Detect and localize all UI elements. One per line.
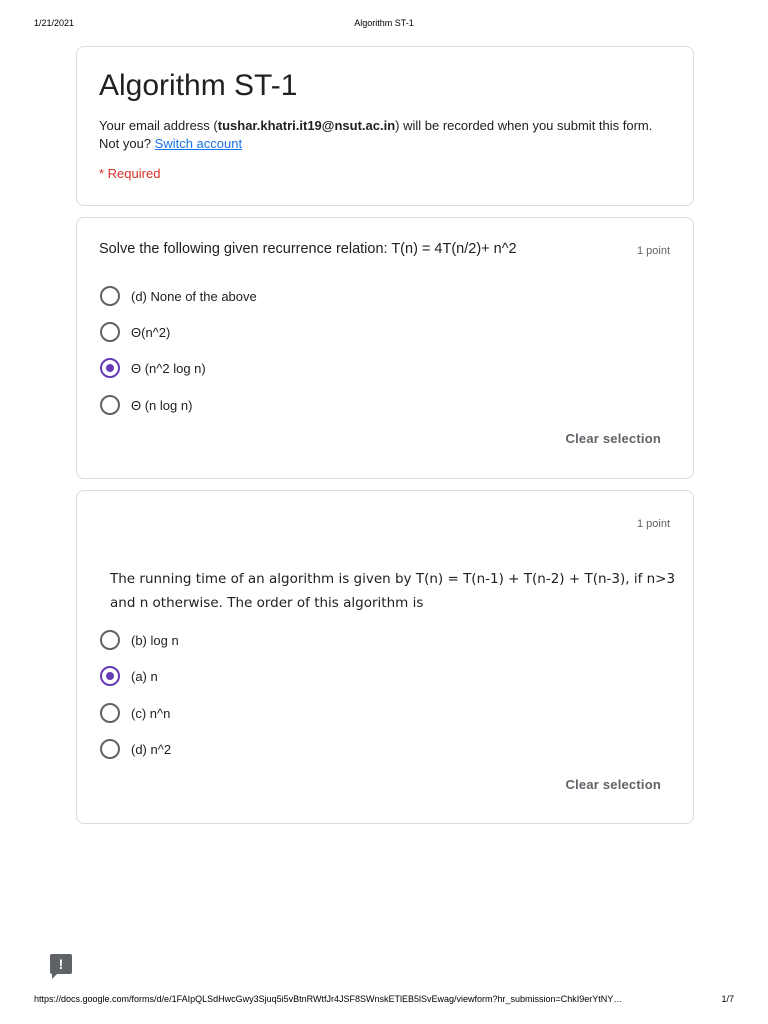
radio-option[interactable] <box>100 395 192 415</box>
radio-button[interactable] <box>100 395 120 415</box>
print-header <box>0 18 768 32</box>
radio-button-selected[interactable] <box>100 358 120 378</box>
option-label: (d) n^2 <box>131 741 172 757</box>
radio-button[interactable] <box>100 739 120 759</box>
radio-option[interactable] <box>100 703 170 723</box>
email-notice-prefix: Your email address ( <box>99 118 218 133</box>
radio-option[interactable] <box>100 286 257 306</box>
radio-option[interactable] <box>100 739 171 759</box>
user-email: tushar.khatri.it19@nsut.ac.in <box>217 118 396 133</box>
question-card-1 <box>76 217 694 479</box>
print-footer <box>34 994 734 1004</box>
email-notice <box>99 117 669 153</box>
radio-button[interactable] <box>100 322 120 342</box>
option-label: Θ (n log n) <box>131 397 193 413</box>
option-label: (a) n <box>131 668 158 684</box>
question-card-2 <box>76 490 694 824</box>
question-points: 1 point <box>636 518 670 530</box>
feedback-icon[interactable]: ! <box>50 954 72 974</box>
radio-option[interactable] <box>100 322 170 342</box>
clear-selection-button[interactable]: Clear selection <box>565 777 661 792</box>
radio-option[interactable] <box>100 358 206 378</box>
form-title: Algorithm ST-1 <box>99 69 298 102</box>
print-date: 1/21/2021 <box>34 18 75 28</box>
question-text: The running time of an algorithm is given by T(n) = T(n-1) + T(n-2) + T(n-3), if n>3 and n otherwise. The order of this algorithm is <box>110 571 676 611</box>
radio-button[interactable] <box>100 286 120 306</box>
switch-account-link[interactable]: Switch account <box>154 136 243 151</box>
option-label: (b) log n <box>131 632 179 648</box>
option-label: (d) None of the above <box>131 288 257 304</box>
clear-selection-button[interactable]: Clear selection <box>565 431 661 446</box>
option-label: (c) n^n <box>131 705 171 721</box>
print-title: Algorithm ST-1 <box>354 18 414 28</box>
radio-option[interactable] <box>100 630 179 650</box>
question-text: Solve the following given recurrence relation: T(n) = 4T(n/2)+ n^2 <box>99 241 517 257</box>
radio-option[interactable] <box>100 666 158 686</box>
page-number: 1/7 <box>721 994 734 1004</box>
page-url: https://docs.google.com/forms/d/e/1FAIpQLSdHwcGwy3Sjuq5i5vBtnRWtfJr4JSF8SWnskETlEB5lSvEwag/viewform?hr_submission=ChkI9erYtNY… <box>34 994 623 1004</box>
radio-button[interactable] <box>100 703 120 723</box>
email-notice-suffix: ) will be recorded when you submit this form. Not you? <box>99 118 653 151</box>
form-header-card <box>76 46 694 206</box>
question-points: 1 point <box>636 245 670 257</box>
radio-button-selected[interactable] <box>100 666 120 686</box>
radio-button[interactable] <box>100 630 120 650</box>
option-label: Θ (n^2 log n) <box>131 360 206 376</box>
required-note: * Required <box>99 166 161 181</box>
option-label: Θ(n^2) <box>131 324 171 340</box>
